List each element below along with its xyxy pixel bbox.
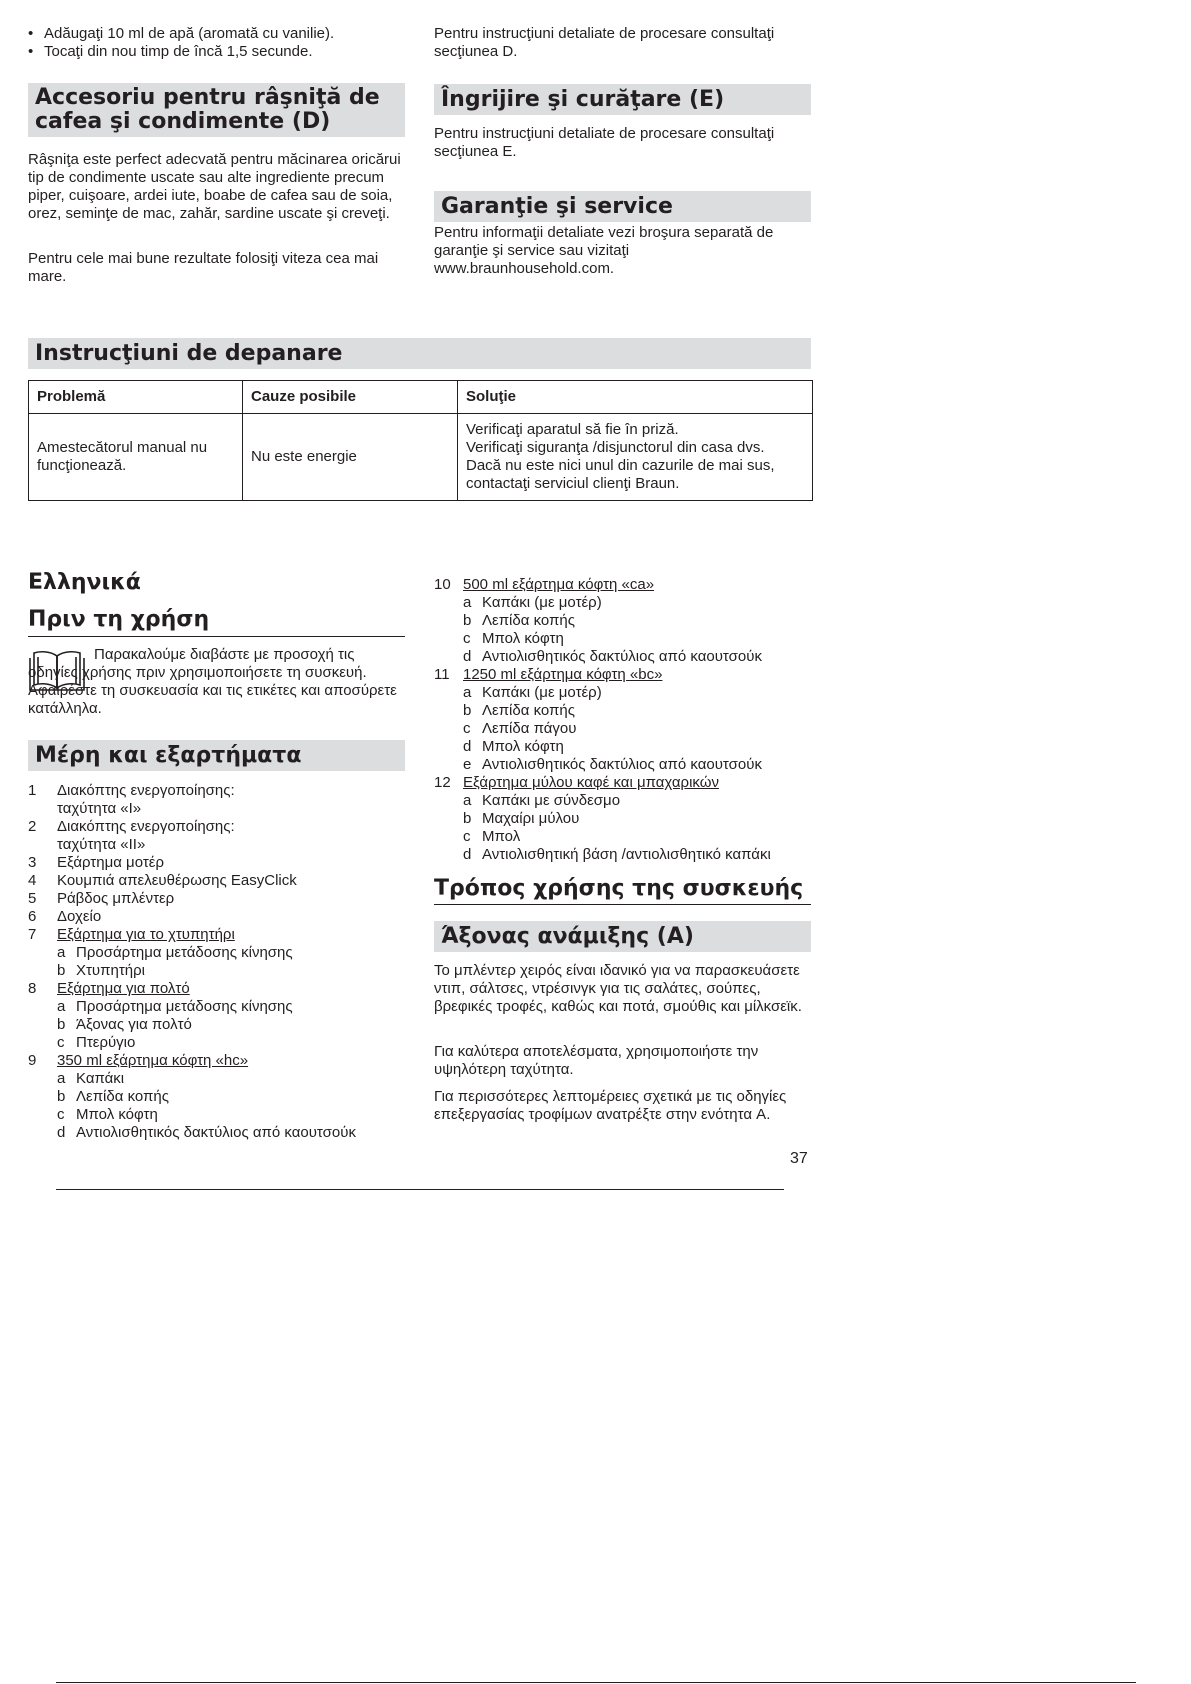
item-sub-letter: a [463,684,472,701]
item-sub-letter: b [463,612,472,629]
list-item [28,800,418,818]
heading-text: Îngrijire şi curăţare (E) [441,87,725,112]
shaft-paragraph-2: Για καλύτερα αποτελέσματα, χρησιμοποιήστε την υψηλότερη ταχύτητα. [434,1043,759,1078]
solution-line: contactaţi serviciul clienţi Braun. [466,475,680,492]
bullet-item: • Tocaţi din nou timp de încă 1,5 secunde. [28,43,408,61]
item-text: Αντιολισθητικός δακτύλιος από καουτσούκ [482,756,762,773]
list-item [28,1124,418,1142]
accesoriu-paragraph-2: Pentru cele mai bune rezultate folosiţi viteza cea mai mare. [28,250,379,285]
list-item [434,702,824,720]
list-item [28,926,418,944]
item-sub-letter: d [57,1124,66,1141]
garantie-paragraph: Pentru informaţii detaliate vezi broşura separată de garanţie şi service sau vizitaţi www.braunhousehold.com. [434,224,774,277]
list-item [434,648,824,666]
item-sub-letter: b [463,702,472,719]
parts-list-right [434,576,824,864]
item-number: 1 [28,782,37,799]
item-number: 5 [28,890,37,907]
list-item [28,1070,418,1088]
list-item [434,774,824,792]
section-heading-parts [28,740,405,771]
heading-text: Accesoriu pentru râşniţă de cafea şi condimente (D) [35,85,380,134]
section-heading-garantie [434,191,811,222]
troubleshooting-table [28,380,813,501]
item-text: Εξάρτημα μύλου καφέ και μπαχαρικών [463,774,719,791]
item-text: 1250 ml εξάρτημα κόφτη «bc» [463,666,663,683]
list-item [28,944,418,962]
item-text: Διακόπτης ενεργοποίησης: [57,782,235,799]
list-item [28,1106,418,1124]
item-number: 11 [434,666,450,683]
item-number: 12 [434,774,451,791]
shaft-paragraph-3: Για περισσότερες λεπτομέρειες σχετικά με τις οδηγίες επεξεργασίας τροφίμων ανατρέξτε στην ενότητα A. [434,1088,787,1123]
section-heading-depanare [28,338,811,369]
page-divider [56,1189,784,1190]
item-sub-letter: b [57,1088,66,1105]
item-number: 2 [28,818,37,835]
list-item [28,890,418,908]
section-heading-accesoriu [28,83,405,137]
item-sub-letter: a [463,792,472,809]
list-item [28,872,418,890]
page-bottom-rule [56,1682,1136,1683]
item-text: Μπολ κόφτη [482,738,564,755]
item-text: Δοχείο [57,908,102,925]
bullet-item: • Adăugaţi 10 ml de apă (aromată cu vanilie). [28,25,408,43]
top-right-paragraph: Pentru instrucţiuni detaliate de procesare consultaţi secţiunea D. [434,25,775,60]
item-sub-letter: a [57,944,66,961]
item-sub-letter: c [463,630,471,647]
heading-underline [434,904,811,905]
item-text: Λεπίδα πάγου [482,720,577,737]
section-heading-before-use: Πριν τη χρήση [28,607,210,632]
ingrijire-paragraph: Pentru instrucţiuni detaliate de procesare consultaţi secţiunea E. [434,125,775,160]
language-title: Ελληνικά [28,570,141,595]
section-heading-shaft [434,921,811,952]
table-header-cell: Soluţie [458,381,813,414]
list-item [434,810,824,828]
solution-line: Dacă nu este nici unul din cazurile de mai sus, [466,457,775,474]
section-heading-usage: Τρόπος χρήσης της συσκευής [434,876,804,901]
item-sub-letter: d [463,648,472,665]
item-text: Αντιολισθητικός δακτύλιος από καουτσούκ [482,648,762,665]
table-cell-solution [458,414,813,501]
before-use-paragraph [28,646,408,718]
item-text: Λεπίδα κοπής [482,702,575,719]
list-item [434,846,824,864]
table-row [29,414,813,501]
item-sub-letter: d [463,738,472,755]
item-sub-letter: a [57,1070,66,1087]
item-sub-letter: b [57,1016,66,1033]
item-text: Ράβδος μπλέντερ [57,890,175,907]
item-number: 10 [434,576,451,593]
item-text: Μπολ κόφτη [482,630,564,647]
list-item [434,630,824,648]
page-number: 37 [790,1150,808,1167]
list-item [28,962,418,980]
item-text: Προσάρτημα μετάδοσης κίνησης [76,998,293,1015]
item-text: Μπολ [482,828,521,845]
list-item [434,684,824,702]
item-text: Καπάκι με σύνδεσμο [482,792,621,809]
list-item [28,908,418,926]
item-sub-letter: d [463,846,472,863]
list-item [434,720,824,738]
item-text: ταχύτητα «II» [57,836,146,853]
item-text: Χτυπητήρι [76,962,145,979]
list-item [434,576,824,594]
item-text: ταχύτητα «I» [57,800,142,817]
list-item [28,1034,418,1052]
parts-list-left [28,782,418,1142]
solution-line: Verificaţi siguranţa /disjunctorul din casa dvs. [466,439,765,456]
item-number: 6 [28,908,37,925]
list-item [434,792,824,810]
item-number: 9 [28,1052,37,1069]
item-sub-letter: c [463,720,471,737]
item-text: Εξάρτημα για πολτό [57,980,190,997]
item-text: Προσάρτημα μετάδοσης κίνησης [76,944,293,961]
heading-text: Instrucţiuni de depanare [35,341,343,366]
list-item [434,612,824,630]
item-text: Διακόπτης ενεργοποίησης: [57,818,235,835]
solution-line: Verificaţi aparatul să fie în priză. [466,421,679,438]
heading-underline [28,636,405,637]
list-item [434,756,824,774]
item-sub-letter: a [463,594,472,611]
list-item [434,828,824,846]
item-text: 350 ml εξάρτημα κόφτη «hc» [57,1052,249,1069]
item-sub-letter: a [57,998,66,1015]
list-item [28,818,418,836]
item-text: Καπάκι (με μοτέρ) [482,594,602,611]
item-text: Πτερύγιο [76,1034,136,1051]
item-text: Μπολ κόφτη [76,1106,158,1123]
heading-text: Garanţie şi service [441,194,673,219]
item-sub-letter: c [57,1034,65,1051]
item-sub-letter: e [463,756,472,773]
list-item [28,998,418,1016]
item-text: Εξάρτημα μοτέρ [57,854,164,871]
item-text: Κουμπιά απελευθέρωσης EasyClick [57,872,297,889]
item-sub-letter: b [57,962,66,979]
item-text: Καπάκι (με μοτέρ) [482,684,602,701]
item-text: Άξονας για πολτό [76,1016,192,1033]
list-item [28,854,418,872]
list-item [434,594,824,612]
item-number: 7 [28,926,37,943]
item-text: Μαχαίρι μύλου [482,810,580,827]
list-item [28,782,418,800]
item-text: Αντιολισθητική βάση /αντιολισθητικό καπάκι [482,846,771,863]
item-text: Αντιολισθητικός δακτύλιος από καουτσούκ [76,1124,356,1141]
item-text: 500 ml εξάρτημα κόφτη «ca» [463,576,655,593]
shaft-paragraph-1: Το μπλέντερ χειρός είναι ιδανικό για να παρασκευάσετε ντιπ, σάλτσες, ντρέσινγκ για τις σαλάτες, σούπες, βρεφικές τροφές, καθώς και ποτά, σμούθις και μίλκσεϊκ. [434,962,802,1015]
accesoriu-paragraph-1: Râşniţa este perfect adecvată pentru măcinarea oricărui tip de condimente uscate sau alte ingrediente precum piper, cuişoare, ardei iute, boabe de cafea sau de soia, orez, seminţe de mac, zahăr, sardine uscate şi creveţi. [28,151,401,222]
item-number: 3 [28,854,37,871]
table-header-cell: Cauze posibile [243,381,458,414]
item-text: Λεπίδα κοπής [76,1088,169,1105]
item-text: Εξάρτημα για το χτυπητήρι [57,926,235,943]
table-header-row [29,381,813,414]
item-text: Λεπίδα κοπής [482,612,575,629]
top-bullet-list [28,25,408,61]
heading-text: Άξονας ανάμιξης (A) [441,924,694,949]
list-item [28,1052,418,1070]
list-item [434,738,824,756]
table-cell-cause: Nu este energie [243,414,458,501]
item-number: 8 [28,980,37,997]
before-use-text: Παρακαλούμε διαβάστε με προσοχή τις οδηγίες χρήσης πριν χρησιμοποιήσετε τη συσκευή. Αφαιρέστε τη συσκευασία και τις ετικέτες και αποσύρετε κατάλληλα. [28,646,397,717]
item-number: 4 [28,872,37,889]
list-item [28,1088,418,1106]
item-sub-letter: c [57,1106,65,1123]
list-item [28,836,418,854]
list-item [28,980,418,998]
item-sub-letter: c [463,828,471,845]
table-header-cell: Problemă [29,381,243,414]
heading-text: Μέρη και εξαρτήματα [35,743,302,768]
item-sub-letter: b [463,810,472,827]
list-item [28,1016,418,1034]
item-text: Καπάκι [76,1070,125,1087]
table-cell-problem: Amestecătorul manual nu funcţionează. [29,414,243,501]
list-item [434,666,824,684]
section-heading-ingrijire [434,84,811,115]
